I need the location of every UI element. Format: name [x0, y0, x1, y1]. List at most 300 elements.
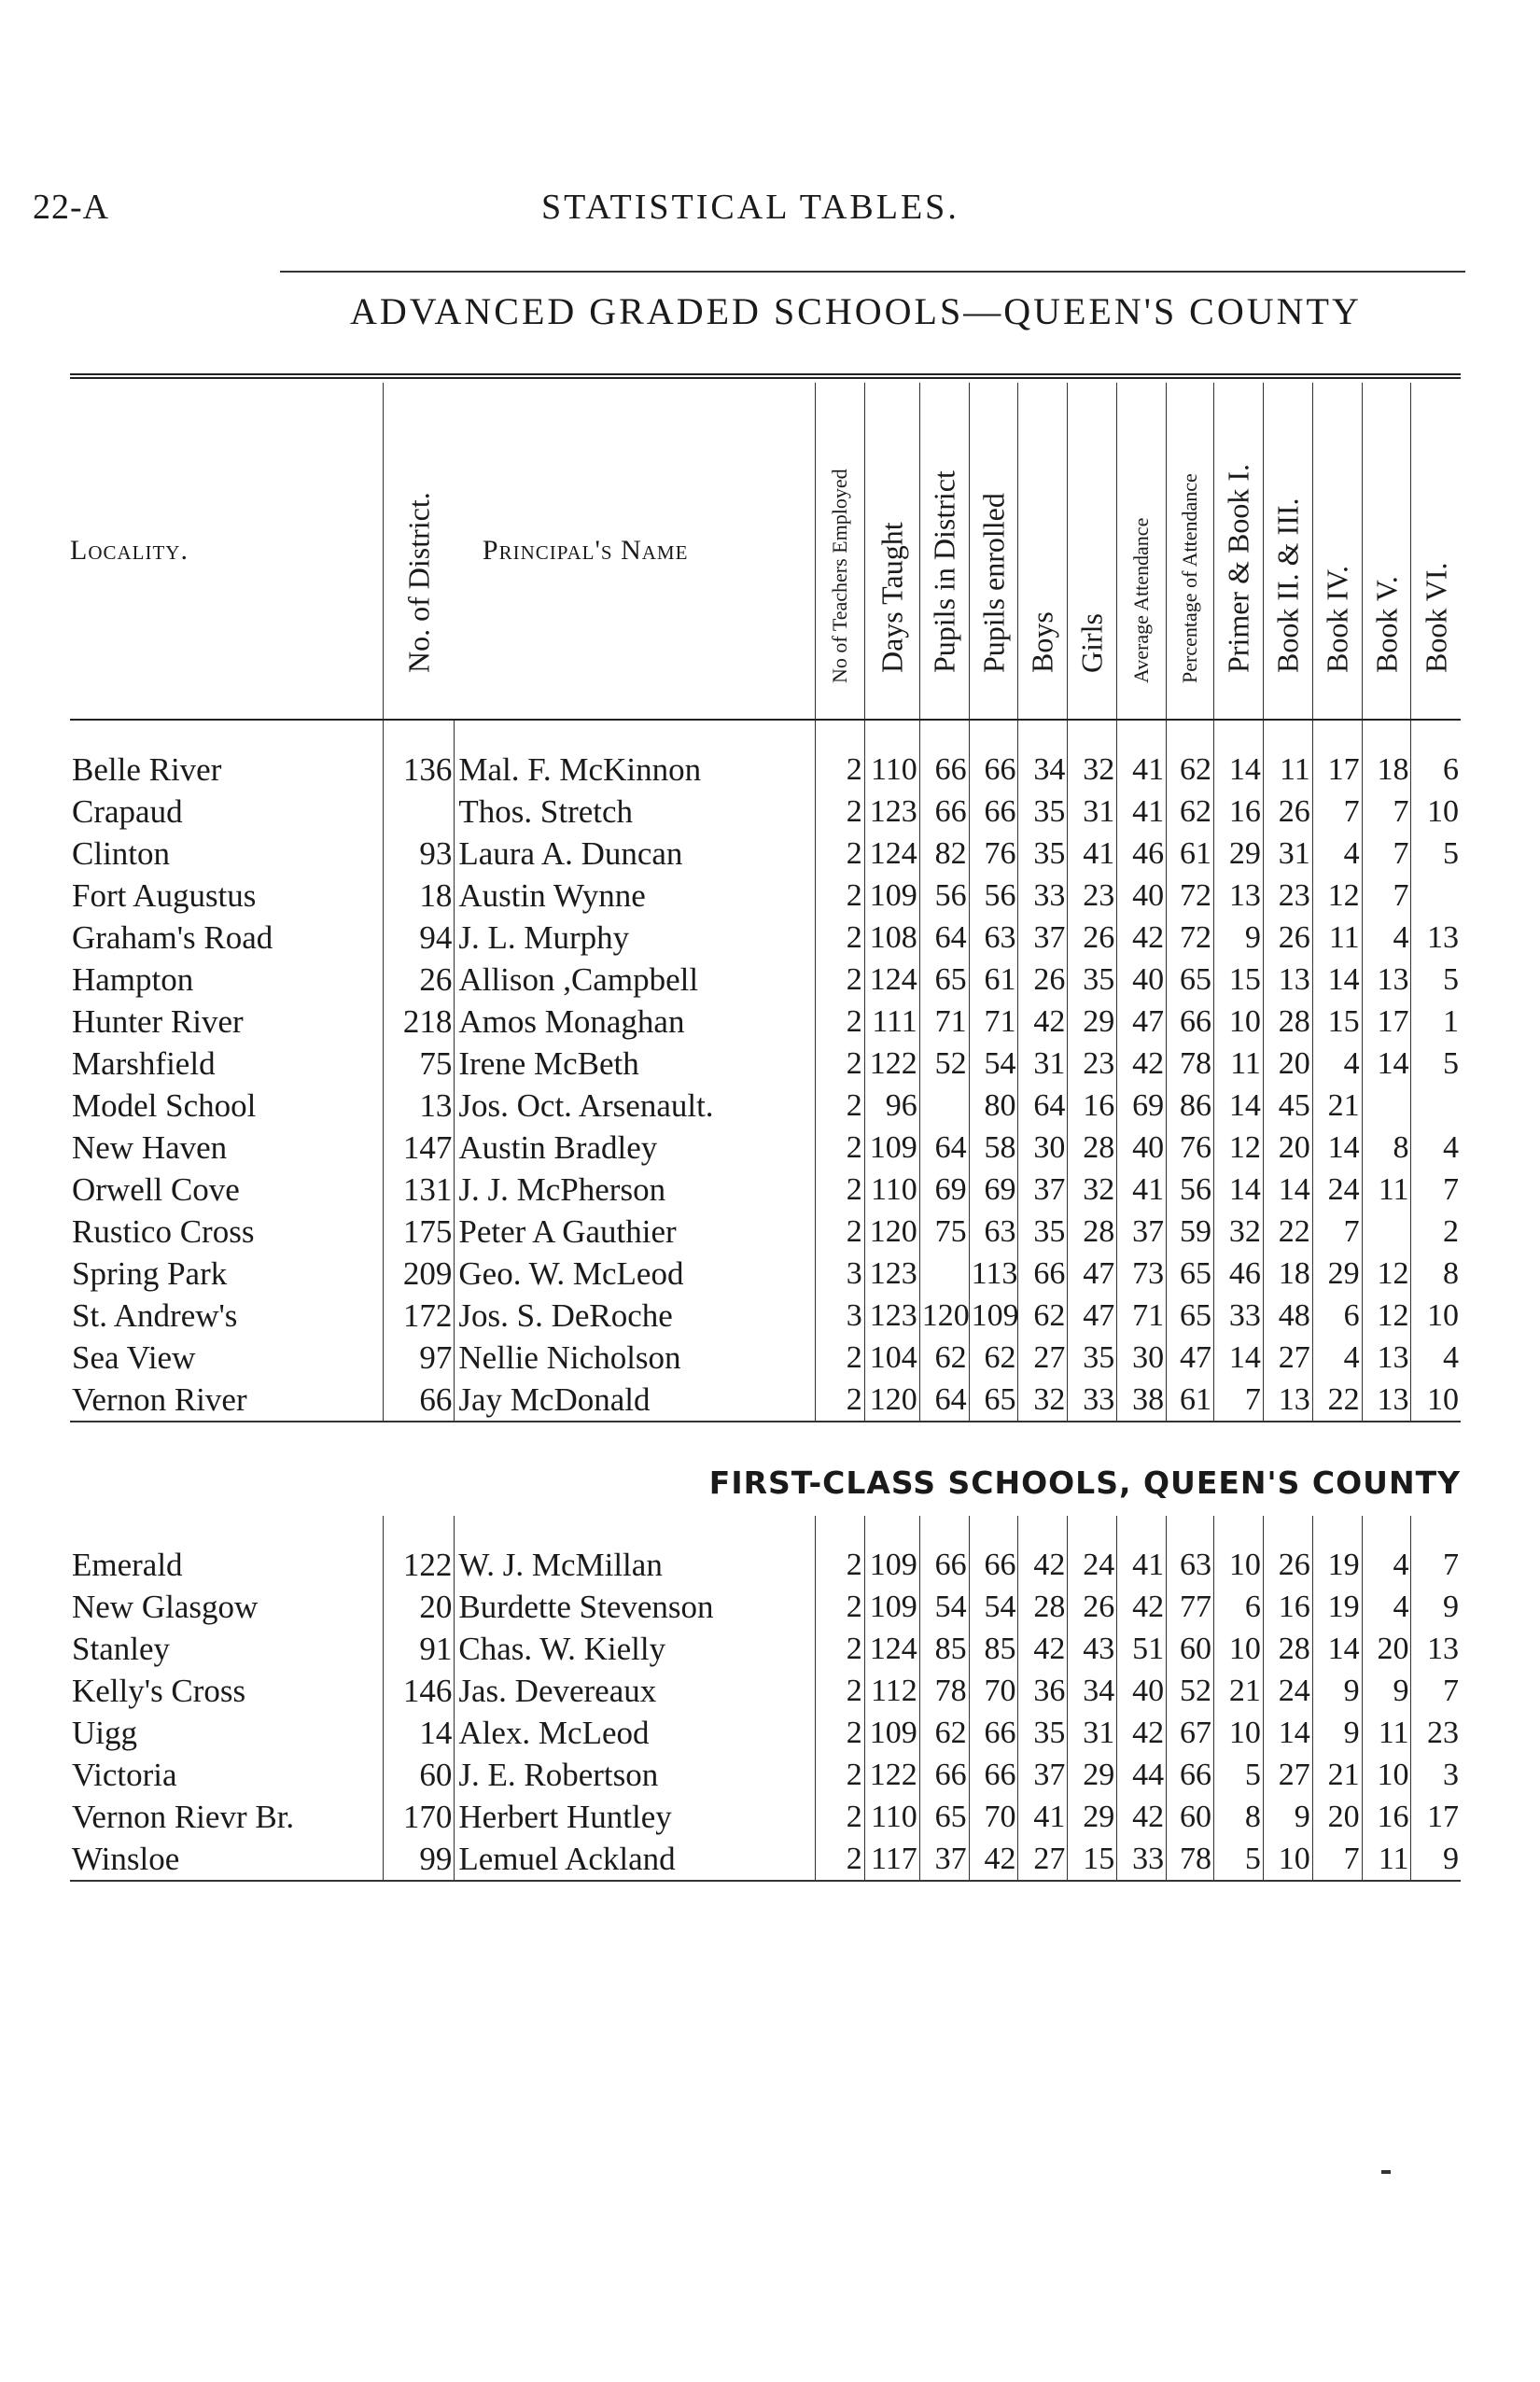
- value-cell: 123: [864, 1295, 919, 1337]
- value-cell: 80: [969, 1085, 1018, 1127]
- value-cell: 12: [1362, 1253, 1411, 1295]
- value-cell: 29: [1068, 1754, 1117, 1796]
- table-row: [70, 1670, 1461, 1712]
- column-header-row: [70, 383, 1461, 720]
- value-cell: 65: [1167, 1253, 1214, 1295]
- value-cell: 14: [1263, 1169, 1312, 1211]
- locality-cell: Kelly's Cross: [72, 1673, 246, 1709]
- value-cell: 70: [969, 1670, 1018, 1712]
- value-cell: 71: [1117, 1295, 1167, 1337]
- value-cell: 4: [1312, 1043, 1362, 1085]
- locality-cell: St. Andrew's: [72, 1297, 238, 1334]
- value-cell: 2: [815, 1169, 864, 1211]
- value-cell: 41: [1117, 1169, 1167, 1211]
- value-cell: 23: [1068, 875, 1117, 917]
- value-cell: 23: [1263, 875, 1312, 917]
- book1-header: Primer & Book I.: [1213, 383, 1263, 720]
- table-row: [70, 1628, 1461, 1670]
- locality-cell: Uigg: [72, 1715, 137, 1751]
- value-cell: 28: [1263, 1001, 1312, 1043]
- value-cell: 13: [1263, 1379, 1312, 1422]
- locality-cell: Rustico Cross: [72, 1213, 255, 1250]
- value-cell: 9: [1312, 1712, 1362, 1754]
- district-cell: 94: [384, 917, 455, 959]
- value-cell: 28: [1068, 1127, 1117, 1169]
- value-cell: 72: [1167, 875, 1214, 917]
- value-cell: 85: [969, 1628, 1018, 1670]
- value-cell: 64: [919, 1379, 969, 1422]
- value-cell: 29: [1068, 1796, 1117, 1838]
- page-header: [33, 187, 1507, 243]
- value-cell: 19: [1312, 1586, 1362, 1628]
- value-cell: 42: [1018, 1628, 1068, 1670]
- value-cell: 24: [1068, 1516, 1117, 1586]
- table-row: [70, 1043, 1461, 1085]
- value-cell: 41: [1117, 791, 1167, 833]
- value-cell: 109: [969, 1295, 1018, 1337]
- value-cell: 64: [919, 917, 969, 959]
- principal-cell: Irene McBeth: [455, 1043, 815, 1085]
- value-cell: 109: [864, 1712, 919, 1754]
- value-cell: 40: [1117, 959, 1167, 1001]
- value-cell: 11: [1263, 720, 1312, 791]
- value-cell: 108: [864, 917, 919, 959]
- value-cell: 16: [1263, 1586, 1312, 1628]
- value-cell: 69: [969, 1169, 1018, 1211]
- value-cell: 109: [864, 875, 919, 917]
- value-cell: 13: [1411, 917, 1461, 959]
- principal-cell: Lemuel Ackland: [455, 1838, 815, 1881]
- table-row: [70, 1379, 1461, 1422]
- value-cell: 18: [1362, 720, 1411, 791]
- value-cell: 5: [1213, 1838, 1263, 1881]
- value-cell: 66: [919, 1754, 969, 1796]
- table-row: [70, 875, 1461, 917]
- value-cell: 10: [1263, 1838, 1312, 1881]
- value-cell: 61: [969, 959, 1018, 1001]
- value-cell: 41: [1117, 1516, 1167, 1586]
- book6-header: Book VI.: [1411, 383, 1461, 720]
- principal-cell: Alex. McLeod: [455, 1712, 815, 1754]
- value-cell: 104: [864, 1337, 919, 1379]
- value-cell: 2: [815, 1838, 864, 1881]
- value-cell: 2: [815, 1712, 864, 1754]
- principal-cell: Geo. W. McLeod: [455, 1253, 815, 1295]
- value-cell: 11: [1362, 1169, 1411, 1211]
- value-cell: 124: [864, 1628, 919, 1670]
- value-cell: 35: [1018, 791, 1068, 833]
- value-cell: 28: [1018, 1586, 1068, 1628]
- locality-cell: Vernon River: [70, 1379, 384, 1422]
- value-cell: 10: [1213, 1516, 1263, 1586]
- value-cell: 42: [1018, 1001, 1068, 1043]
- value-cell: 14: [1312, 959, 1362, 1001]
- value-cell: 30: [1018, 1127, 1068, 1169]
- value-cell: 13: [1362, 1337, 1411, 1379]
- value-cell: 65: [919, 959, 969, 1001]
- value-cell: 51: [1117, 1628, 1167, 1670]
- value-cell: 31: [1068, 1712, 1117, 1754]
- value-cell: 10: [1411, 1379, 1461, 1422]
- principal-cell: Austin Wynne: [455, 875, 815, 917]
- value-cell: 7: [1362, 833, 1411, 875]
- locality-cell: Spring Park: [72, 1255, 228, 1292]
- locality-cell: Victoria: [72, 1757, 177, 1793]
- value-cell: 85: [919, 1628, 969, 1670]
- value-cell: 38: [1117, 1379, 1167, 1422]
- value-cell: 123: [864, 791, 919, 833]
- value-cell: 47: [1068, 1253, 1117, 1295]
- table-row: [70, 1796, 1461, 1838]
- value-cell: 82: [919, 833, 969, 875]
- pct-attendance-header: Percentage of Attendance: [1167, 383, 1214, 720]
- value-cell: 7: [1411, 1516, 1461, 1586]
- value-cell: 35: [1068, 1337, 1117, 1379]
- value-cell: 6: [1411, 720, 1461, 791]
- value-cell: 44: [1117, 1754, 1167, 1796]
- principal-cell: Jos. Oct. Arsenault.: [455, 1085, 815, 1127]
- district-cell: 66: [384, 1379, 455, 1422]
- value-cell: 76: [969, 833, 1018, 875]
- table-row: [70, 1127, 1461, 1169]
- value-cell: 6: [1312, 1295, 1362, 1337]
- value-cell: 62: [1167, 791, 1214, 833]
- value-cell: 32: [1018, 1379, 1068, 1422]
- value-cell: 13: [1411, 1628, 1461, 1670]
- value-cell: 109: [864, 1516, 919, 1586]
- value-cell: 5: [1411, 1043, 1461, 1085]
- value-cell: [1362, 1085, 1411, 1127]
- avg-attendance-header: Average Attendance: [1117, 383, 1167, 720]
- value-cell: 14: [1362, 1043, 1411, 1085]
- value-cell: 21: [1312, 1085, 1362, 1127]
- value-cell: 14: [1312, 1127, 1362, 1169]
- value-cell: 64: [1018, 1085, 1068, 1127]
- table-row: [70, 1337, 1461, 1379]
- value-cell: 65: [919, 1796, 969, 1838]
- value-cell: 34: [1068, 1670, 1117, 1712]
- value-cell: 2: [815, 1796, 864, 1838]
- principal-cell: Nellie Nicholson: [455, 1337, 815, 1379]
- value-cell: 7: [1312, 1211, 1362, 1253]
- value-cell: 63: [969, 1211, 1018, 1253]
- value-cell: 109: [864, 1127, 919, 1169]
- value-cell: 4: [1362, 1516, 1411, 1586]
- value-cell: 124: [864, 833, 919, 875]
- locality-cell: New Haven: [72, 1129, 228, 1166]
- value-cell: 2: [815, 917, 864, 959]
- principal-cell: Herbert Huntley: [455, 1796, 815, 1838]
- value-cell: 41: [1068, 833, 1117, 875]
- value-cell: 42: [1018, 1516, 1068, 1586]
- district-cell: 99: [384, 1838, 455, 1881]
- value-cell: 36: [1018, 1670, 1068, 1712]
- value-cell: 27: [1263, 1337, 1312, 1379]
- book23-header: Book II. & III.: [1263, 383, 1312, 720]
- value-cell: 9: [1213, 917, 1263, 959]
- value-cell: 120: [864, 1379, 919, 1422]
- value-cell: 13: [1213, 875, 1263, 917]
- value-cell: 2: [815, 1379, 864, 1422]
- value-cell: 52: [919, 1043, 969, 1085]
- district-cell: 91: [384, 1628, 455, 1670]
- value-cell: 67: [1167, 1712, 1214, 1754]
- table-row: [70, 1586, 1461, 1628]
- value-cell: 4: [1411, 1337, 1461, 1379]
- principal-cell: Chas. W. Kielly: [455, 1628, 815, 1670]
- value-cell: 70: [969, 1796, 1018, 1838]
- value-cell: 7: [1362, 875, 1411, 917]
- first-class-schools-body: [70, 1516, 1461, 1881]
- locality-cell: Clinton: [72, 835, 171, 872]
- value-cell: 66: [969, 1754, 1018, 1796]
- value-cell: 62: [1167, 720, 1214, 791]
- value-cell: 47: [1167, 1337, 1214, 1379]
- locality-cell: Crapaud: [72, 793, 183, 830]
- value-cell: 71: [919, 1001, 969, 1043]
- value-cell: 66: [969, 1516, 1018, 1586]
- district-cell: 97: [384, 1337, 455, 1379]
- value-cell: 62: [919, 1712, 969, 1754]
- value-cell: 15: [1312, 1001, 1362, 1043]
- value-cell: 26: [1068, 1586, 1117, 1628]
- value-cell: 10: [1213, 1628, 1263, 1670]
- value-cell: 23: [1411, 1712, 1461, 1754]
- table-row: [70, 720, 1461, 791]
- district-cell: 14: [384, 1712, 455, 1754]
- value-cell: 35: [1018, 1712, 1068, 1754]
- value-cell: 5: [1213, 1754, 1263, 1796]
- locality-cell: Fort Augustus: [72, 877, 257, 914]
- value-cell: 2: [815, 720, 864, 791]
- locality-header: Locality.: [70, 383, 384, 720]
- locality-cell: Hunter River: [72, 1003, 244, 1040]
- value-cell: 24: [1312, 1169, 1362, 1211]
- locality-cell: Marshfield: [72, 1045, 216, 1082]
- principal-cell: W. J. McMillan: [455, 1516, 815, 1586]
- principal-cell: Burdette Stevenson: [455, 1586, 815, 1628]
- district-cell: 75: [384, 1043, 455, 1085]
- value-cell: 8: [1411, 1253, 1461, 1295]
- district-cell: [384, 791, 455, 833]
- value-cell: 33: [1117, 1838, 1167, 1881]
- value-cell: 42: [969, 1838, 1018, 1881]
- value-cell: 3: [1411, 1754, 1461, 1796]
- value-cell: 10: [1213, 1001, 1263, 1043]
- value-cell: 2: [815, 875, 864, 917]
- value-cell: 2: [815, 1516, 864, 1586]
- value-cell: 40: [1117, 1670, 1167, 1712]
- value-cell: 61: [1167, 1379, 1214, 1422]
- district-cell: 13: [384, 1085, 455, 1127]
- value-cell: 7: [1411, 1670, 1461, 1712]
- principal-cell: J. J. McPherson: [455, 1169, 815, 1211]
- advanced-schools-body: [70, 720, 1461, 1422]
- table-row: [70, 1169, 1461, 1211]
- table-row: [70, 791, 1461, 833]
- principal-cell: Thos. Stretch: [455, 791, 815, 833]
- value-cell: 21: [1312, 1754, 1362, 1796]
- value-cell: 2: [815, 1670, 864, 1712]
- value-cell: 10: [1411, 791, 1461, 833]
- table-row: [70, 1211, 1461, 1253]
- value-cell: 24: [1263, 1670, 1312, 1712]
- value-cell: 13: [1362, 1379, 1411, 1422]
- principal-cell: Amos Monaghan: [455, 1001, 815, 1043]
- value-cell: 2: [1411, 1211, 1461, 1253]
- value-cell: 2: [815, 1001, 864, 1043]
- value-cell: 31: [1018, 1043, 1068, 1085]
- value-cell: 35: [1018, 833, 1068, 875]
- table-row: [70, 1295, 1461, 1337]
- value-cell: 63: [1167, 1516, 1214, 1586]
- value-cell: 37: [1117, 1211, 1167, 1253]
- value-cell: 21: [1213, 1670, 1263, 1712]
- value-cell: 9: [1362, 1670, 1411, 1712]
- value-cell: 32: [1068, 1169, 1117, 1211]
- principal-cell: Austin Bradley: [455, 1127, 815, 1169]
- value-cell: 31: [1263, 833, 1312, 875]
- value-cell: 32: [1068, 720, 1117, 791]
- value-cell: 63: [969, 917, 1018, 959]
- value-cell: 29: [1068, 1001, 1117, 1043]
- value-cell: 56: [1167, 1169, 1214, 1211]
- value-cell: 54: [919, 1586, 969, 1628]
- value-cell: 2: [815, 1211, 864, 1253]
- locality-cell: New Glasgow: [72, 1589, 259, 1625]
- value-cell: 7: [1312, 1838, 1362, 1881]
- value-cell: 11: [1312, 917, 1362, 959]
- value-cell: 52: [1167, 1670, 1214, 1712]
- value-cell: 37: [1018, 917, 1068, 959]
- locality-cell: Winsloe: [70, 1838, 384, 1881]
- value-cell: 46: [1117, 833, 1167, 875]
- table-row: [70, 833, 1461, 875]
- value-cell: 122: [864, 1043, 919, 1085]
- value-cell: 16: [1213, 791, 1263, 833]
- table-row: [70, 1253, 1461, 1295]
- value-cell: 78: [919, 1670, 969, 1712]
- locality-cell: Vernon Rievr Br.: [72, 1799, 295, 1835]
- value-cell: 66: [1167, 1001, 1214, 1043]
- value-cell: 2: [815, 1337, 864, 1379]
- value-cell: 47: [1117, 1001, 1167, 1043]
- value-cell: 2: [815, 1754, 864, 1796]
- value-cell: 86: [1167, 1085, 1214, 1127]
- district-cell: 147: [384, 1127, 455, 1169]
- principal-cell: Mal. F. McKinnon: [455, 720, 815, 791]
- value-cell: 40: [1117, 1127, 1167, 1169]
- value-cell: 9: [1411, 1838, 1461, 1881]
- value-cell: 7: [1312, 791, 1362, 833]
- value-cell: 2: [815, 1127, 864, 1169]
- value-cell: 17: [1312, 720, 1362, 791]
- value-cell: 35: [1068, 959, 1117, 1001]
- value-cell: 69: [919, 1169, 969, 1211]
- value-cell: 66: [919, 1516, 969, 1586]
- value-cell: 42: [1117, 917, 1167, 959]
- value-cell: 17: [1411, 1796, 1461, 1838]
- book4-header: Book IV.: [1312, 383, 1362, 720]
- value-cell: 20: [1362, 1628, 1411, 1670]
- value-cell: 9: [1263, 1796, 1312, 1838]
- value-cell: 18: [1263, 1253, 1312, 1295]
- value-cell: 13: [1263, 959, 1312, 1001]
- value-cell: [1411, 1085, 1461, 1127]
- value-cell: 41: [1018, 1796, 1068, 1838]
- value-cell: 65: [1167, 959, 1214, 1001]
- value-cell: 12: [1312, 875, 1362, 917]
- value-cell: 110: [864, 1169, 919, 1211]
- value-cell: 8: [1362, 1127, 1411, 1169]
- locality-cell: Emerald: [72, 1547, 183, 1583]
- value-cell: 40: [1117, 875, 1167, 917]
- value-cell: 72: [1167, 917, 1214, 959]
- days-header: Days Taught: [864, 383, 919, 720]
- value-cell: 3: [815, 1295, 864, 1337]
- value-cell: 31: [1068, 791, 1117, 833]
- first-class-heading-row: [70, 1422, 1461, 1516]
- value-cell: 45: [1263, 1085, 1312, 1127]
- value-cell: 14: [1213, 720, 1263, 791]
- locality-cell: Sea View: [72, 1339, 196, 1376]
- value-cell: 120: [864, 1211, 919, 1253]
- table-row: [70, 959, 1461, 1001]
- value-cell: 61: [1167, 833, 1214, 875]
- value-cell: 77: [1167, 1586, 1214, 1628]
- book5-header: Book V.: [1362, 383, 1411, 720]
- district-cell: 172: [384, 1295, 455, 1337]
- value-cell: 111: [864, 1001, 919, 1043]
- value-cell: 14: [1213, 1337, 1263, 1379]
- district-header: No. of District.: [384, 383, 455, 720]
- value-cell: 5: [1411, 959, 1461, 1001]
- principal-cell: Allison ,Campbell: [455, 959, 815, 1001]
- value-cell: 42: [1117, 1586, 1167, 1628]
- value-cell: 9: [1312, 1670, 1362, 1712]
- value-cell: 60: [1167, 1796, 1214, 1838]
- value-cell: 4: [1362, 917, 1411, 959]
- value-cell: 42: [1117, 1712, 1167, 1754]
- value-cell: 65: [969, 1379, 1018, 1422]
- section-title: ADVANCED GRADED SCHOOLS—QUEEN'S COUNTY: [350, 290, 1362, 332]
- value-cell: 56: [919, 875, 969, 917]
- value-cell: 33: [1068, 1379, 1117, 1422]
- value-cell: 19: [1312, 1516, 1362, 1586]
- value-cell: 27: [1263, 1754, 1312, 1796]
- value-cell: 109: [864, 1586, 919, 1628]
- locality-cell: Graham's Road: [72, 919, 273, 956]
- value-cell: 2: [815, 1586, 864, 1628]
- value-cell: 27: [1018, 1337, 1068, 1379]
- value-cell: 11: [1213, 1043, 1263, 1085]
- value-cell: 20: [1263, 1127, 1312, 1169]
- value-cell: 2: [815, 791, 864, 833]
- value-cell: 113: [969, 1253, 1018, 1295]
- locality-cell: Hampton: [72, 961, 194, 998]
- value-cell: 14: [1213, 1085, 1263, 1127]
- value-cell: 26: [1068, 917, 1117, 959]
- value-cell: 123: [864, 1253, 919, 1295]
- value-cell: 60: [1167, 1628, 1214, 1670]
- value-cell: 9: [1411, 1586, 1461, 1628]
- value-cell: 65: [1167, 1295, 1214, 1337]
- value-cell: 1: [1411, 1001, 1461, 1043]
- table-row: [70, 917, 1461, 959]
- value-cell: 48: [1263, 1295, 1312, 1337]
- value-cell: 10: [1362, 1754, 1411, 1796]
- value-cell: 66: [969, 1712, 1018, 1754]
